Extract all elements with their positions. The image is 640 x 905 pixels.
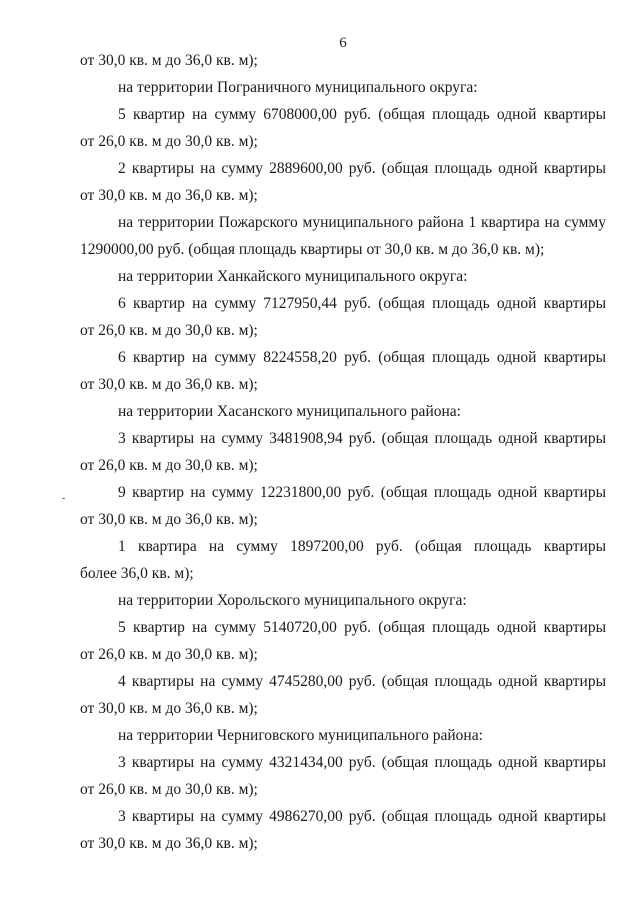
text-line: 5 квартир на сумму 6708000,00 руб. (общая площадь одной квартиры xyxy=(118,106,606,123)
text-line: 3 квартиры на сумму 3481908,94 руб. (общая площадь одной квартиры xyxy=(118,430,606,447)
text-line: на территории Хасанского муниципального района: xyxy=(118,403,461,420)
text-line: от 30,0 кв. м до 36,0 кв. м); xyxy=(80,700,258,717)
page-number: 6 xyxy=(339,35,347,51)
text-line: более 36,0 кв. м); xyxy=(80,565,194,582)
text-line: от 26,0 кв. м до 30,0 кв. м); xyxy=(80,457,258,474)
text-line: от 26,0 кв. м до 30,0 кв. м); xyxy=(80,781,258,798)
text-line: 9 квартир на сумму 12231800,00 руб. (общая площадь одной квартиры xyxy=(118,484,606,501)
text-line: 3 квартиры на сумму 4986270,00 руб. (общая площадь одной квартиры xyxy=(118,808,606,825)
text-line: на территории Пограничного муниципального округа: xyxy=(118,79,478,96)
text-line: 6 квартир на сумму 7127950,44 руб. (общая площадь одной квартиры xyxy=(118,295,606,312)
text-line: от 26,0 кв. м до 30,0 кв. м); xyxy=(80,133,258,150)
text-line: 5 квартир на сумму 5140720,00 руб. (общая площадь одной квартиры xyxy=(118,619,606,636)
text-line: от 26,0 кв. м до 30,0 кв. м); xyxy=(80,646,258,663)
document-body xyxy=(80,47,606,857)
text-line: на территории Пожарского муниципального района 1 квартира на сумму xyxy=(118,214,606,231)
text-line: от 30,0 кв. м до 36,0 кв. м); xyxy=(80,511,258,528)
text-line: от 30,0 кв. м до 36,0 кв. м); xyxy=(80,187,258,204)
text-line: 1290000,00 руб. (общая площадь квартиры от 30,0 кв. м до 36,0 кв. м); xyxy=(80,241,545,258)
text-line: от 30,0 кв. м до 36,0 кв. м); xyxy=(80,376,258,393)
text-line: от 30,0 кв. м до 36,0 кв. м); xyxy=(80,52,258,69)
scan-mark xyxy=(62,498,65,499)
text-line: от 26,0 кв. м до 30,0 кв. м); xyxy=(80,322,258,339)
text-line: на территории Черниговского муниципального района: xyxy=(118,727,483,744)
text-line: 6 квартир на сумму 8224558,20 руб. (общая площадь одной квартиры xyxy=(118,349,606,366)
text-line: 1 квартира на сумму 1897200,00 руб. (общая площадь квартиры xyxy=(118,538,606,555)
text-line: 4 квартиры на сумму 4745280,00 руб. (общая площадь одной квартиры xyxy=(118,673,606,690)
text-line: 3 квартиры на сумму 4321434,00 руб. (общая площадь одной квартиры xyxy=(118,754,606,771)
text-line: на территории Хорольского муниципального округа: xyxy=(118,592,467,609)
text-line: 2 квартиры на сумму 2889600,00 руб. (общая площадь одной квартиры xyxy=(118,160,606,177)
text-line: от 30,0 кв. м до 36,0 кв. м); xyxy=(80,835,258,852)
text-line: на территории Ханкайского муниципального округа: xyxy=(118,268,468,285)
